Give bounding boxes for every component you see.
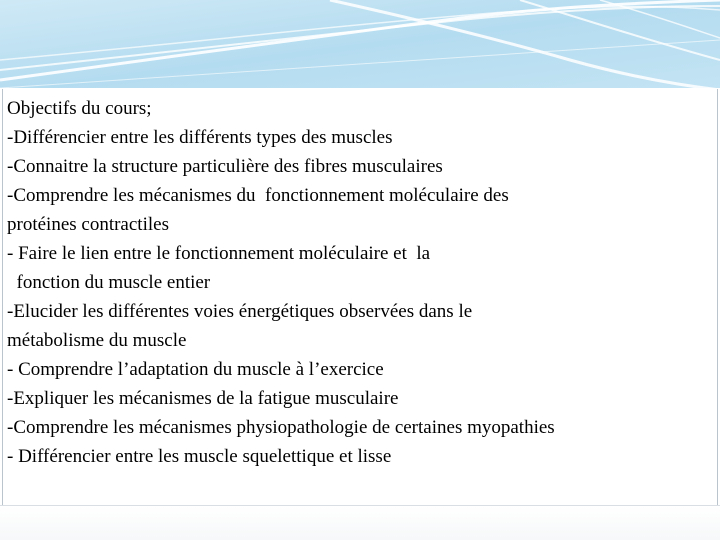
header-wave-decoration: [0, 0, 720, 92]
objective-line: -Différencier entre les différents types des muscles: [7, 127, 393, 148]
objective-line: - Différencier entre les muscle squelettique et lisse: [7, 446, 392, 467]
objective-line: fonction du muscle entier: [7, 272, 211, 293]
objective-line: -Expliquer les mécanismes de la fatigue musculaire: [7, 388, 399, 409]
objective-line: - Faire le lien entre le fonctionnement moléculaire et la: [7, 243, 431, 264]
footer-band: [0, 505, 720, 540]
objective-line: - Comprendre l’adaptation du muscle à l’exercice: [7, 359, 384, 380]
objective-line: -Elucider les différentes voies énergétiques observées dans le: [7, 301, 473, 322]
objectives-text: [7, 94, 713, 471]
objective-line: -Comprendre les mécanismes physiopathologie de certaines myopathies: [7, 417, 555, 438]
header-wave-graphic: [0, 0, 720, 92]
objectives-heading: Objectifs du cours;: [7, 98, 152, 119]
objective-line: -Connaitre la structure particulière des fibres musculaires: [7, 156, 443, 177]
objective-line: métabolisme du muscle: [7, 330, 187, 351]
objective-line: protéines contractiles: [7, 214, 169, 235]
objective-line: -Comprendre les mécanismes du fonctionnement moléculaire des: [7, 185, 509, 206]
